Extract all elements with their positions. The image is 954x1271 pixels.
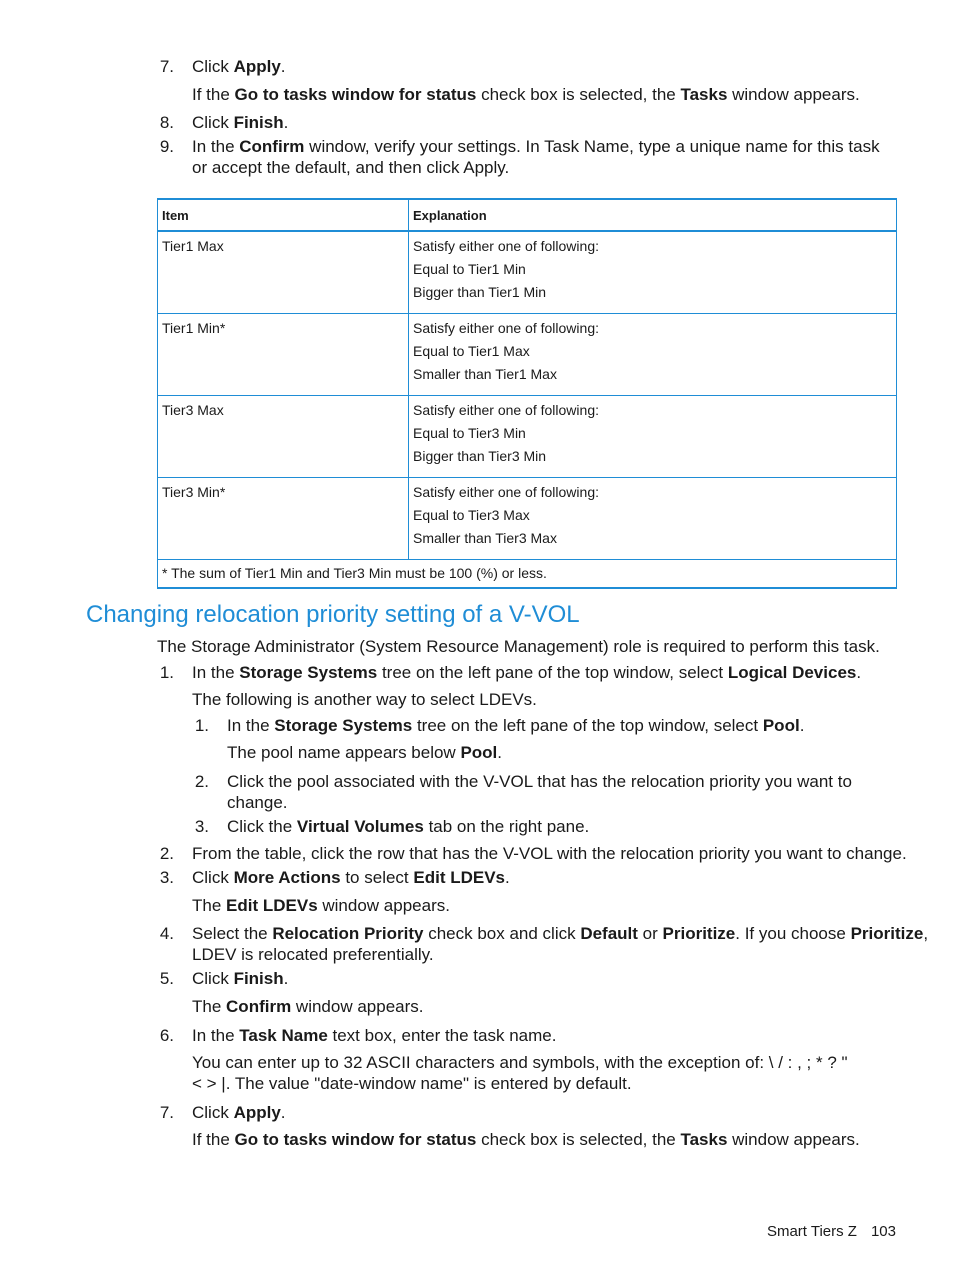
table-header-explanation: Explanation (409, 199, 897, 231)
step-text: Click Finish. (192, 969, 289, 988)
step-text: Click More Actions to select Edit LDEVs. (192, 868, 510, 887)
step-number: 5. (159, 969, 174, 988)
step-number: 3. (159, 868, 174, 887)
table-row (158, 231, 897, 314)
page-number: 103 (870, 1223, 896, 1240)
tier-constraints-table (157, 198, 897, 589)
step-note-continued: < > |. The value "date-window name" is entered by default. (192, 1074, 632, 1093)
table-footnote-row (158, 560, 897, 589)
substep-number: 3. (194, 817, 209, 836)
step-text-continued: or accept the default, and then click Apply. (192, 158, 510, 177)
step-text-continued: LDEV is relocated preferentially. (192, 945, 434, 964)
table-cell-explanation: Satisfy either one of following: Equal to Tier1 Max Smaller than Tier1 Max (409, 314, 897, 396)
step-text: In the Storage Systems tree on the left pane of the top window, select Logical Devices. (192, 663, 862, 682)
table-header-row (158, 199, 897, 231)
table-cell-item: Tier1 Min* (158, 314, 409, 396)
table-cell-item: Tier3 Min* (158, 478, 409, 560)
substep-text: In the Storage Systems tree on the left pane of the top window, select Pool. (227, 716, 805, 735)
step-text: Click Finish. (192, 113, 289, 132)
table-cell-explanation: Satisfy either one of following: Equal to Tier3 Max Smaller than Tier3 Max (409, 478, 897, 560)
substep-note: The pool name appears below Pool. (227, 743, 503, 762)
step-text: Click Apply. (192, 1103, 286, 1122)
step-number: 6. (159, 1026, 174, 1045)
step-number: 7. (159, 57, 174, 76)
step-text: Click Apply. (192, 57, 286, 76)
footer-title: Smart Tiers Z (766, 1223, 857, 1240)
table-cell-item: Tier3 Max (158, 396, 409, 478)
step-number: 8. (159, 113, 174, 132)
table-header-item: Item (158, 199, 409, 231)
step-text: From the table, click the row that has the V-VOL with the relocation priority you want to change. (192, 844, 907, 863)
substep-text: Click the Virtual Volumes tab on the right pane. (227, 817, 590, 836)
table-cell-explanation: Satisfy either one of following: Equal to Tier1 Min Bigger than Tier1 Min (409, 231, 897, 314)
substep-number: 1. (194, 716, 209, 735)
substep-number: 2. (194, 772, 209, 791)
table-cell-item: Tier1 Max (158, 231, 409, 314)
step-text: Select the Relocation Priority check box and click Default or Prioritize. If you choose Prioritize, (192, 924, 929, 943)
step-note: The following is another way to select LDEVs. (192, 690, 537, 709)
table-row (158, 478, 897, 560)
section-intro: The Storage Administrator (System Resource Management) role is required to perform this task. (157, 637, 880, 656)
step-note: If the Go to tasks window for status check box is selected, the Tasks window appears. (192, 1130, 860, 1149)
section-title: Changing relocation priority setting of a V-VOL (86, 601, 580, 628)
step-note: The Confirm window appears. (192, 997, 424, 1016)
step-note: The Edit LDEVs window appears. (192, 896, 450, 915)
step-number: 1. (159, 663, 174, 682)
step-number: 2. (159, 844, 174, 863)
table-row (158, 396, 897, 478)
step-number: 4. (159, 924, 174, 943)
step-number: 7. (159, 1103, 174, 1122)
substep-text: Click the pool associated with the V-VOL that has the relocation priority you want to (227, 772, 852, 791)
step-note: You can enter up to 32 ASCII characters and symbols, with the exception of: \ / : , ; * ? " (192, 1053, 848, 1072)
substep-text-continued: change. (227, 793, 288, 812)
step-text: In the Confirm window, verify your settings. In Task Name, type a unique name for this task (192, 137, 880, 156)
step-text: In the Task Name text box, enter the task name. (192, 1026, 557, 1045)
table-footnote: * The sum of Tier1 Min and Tier3 Min must be 100 (%) or less. (158, 560, 897, 589)
step-note: If the Go to tasks window for status check box is selected, the Tasks window appears. (192, 85, 860, 104)
step-number: 9. (159, 137, 174, 156)
page-footer (767, 1222, 896, 1242)
table-row (158, 314, 897, 396)
table-cell-explanation: Satisfy either one of following: Equal to Tier3 Min Bigger than Tier3 Min (409, 396, 897, 478)
